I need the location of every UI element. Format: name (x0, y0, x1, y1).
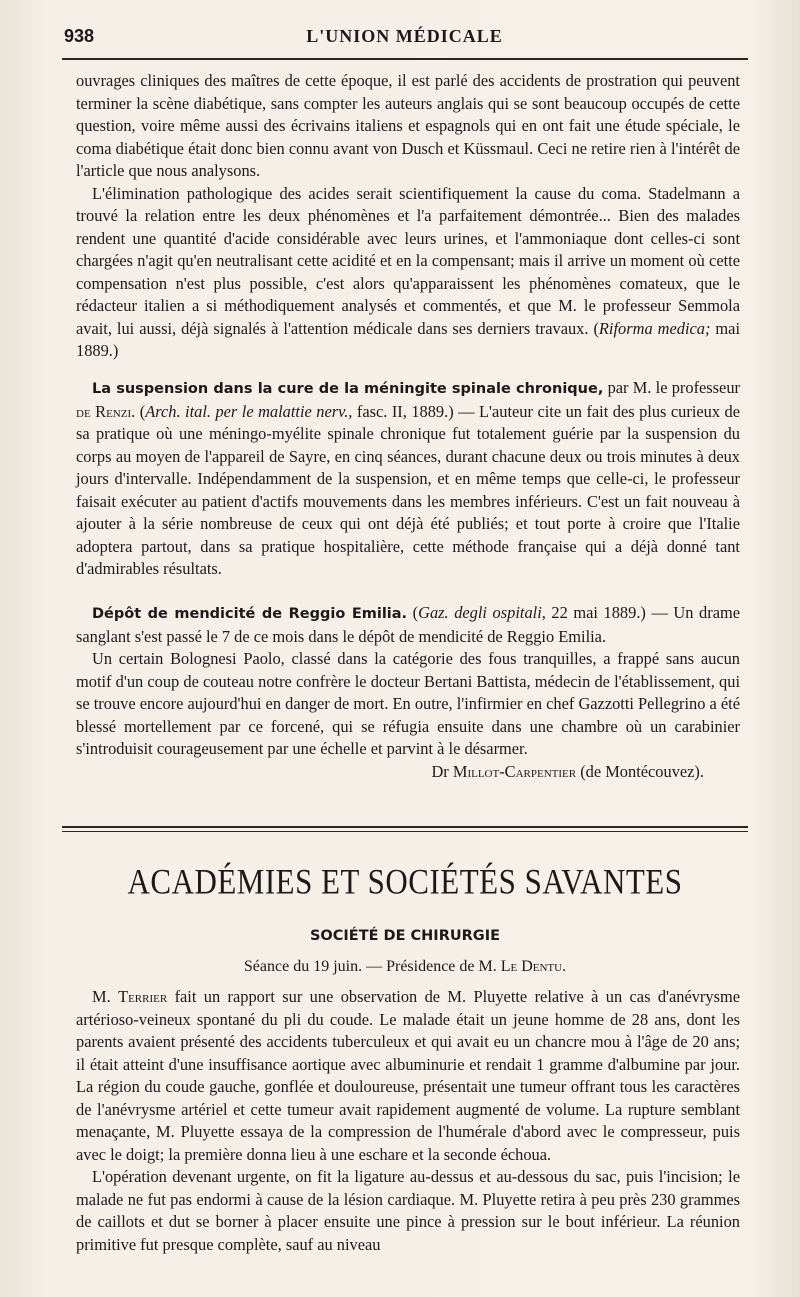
paragraph: La suspension dans la cure de la méningite spinale chronique, par M. le professeur de Renzi. (Arch. ital. per le malattie nerv., fasc. II, 1889.) — L'auteur cite un fait des plus curieux de sa pratique où une méningo-myélite spinale chronique fut totalement guérie par la suspension du corps au moyen de l'appareil de Sayre, en cinq séances, durant chacune deux ou trois minutes à deux jours d'intervalle. Indépendamment de la suspension, et en même temps que celle-ci, le professeur faisait exécuter au patient d'actifs mouvements dans les membres inférieurs. C'est un fait nouveau à ajouter à la série nombreuse de ceux qui ont déjà été publiés; et tout porte à croire que l'Italie adoptera partout, dans sa pratique hospitalière, cette méthode française qui a déjà donné tant d'admirables résultats. (76, 378, 741, 578)
section-title: ACADÉMIES ET SOCIÉTÉS SAVANTES (127, 861, 683, 902)
session-line: Séance du 19 juin. — Présidence de M. Le Dentu. (243, 958, 567, 975)
text-block-surgery-report (76, 986, 740, 1256)
signature: Dr Millot-Carpentier (de Montécouvez). (431, 761, 704, 781)
paragraph: L'opération devenant urgente, on fit la ligature au-dessus et au-dessous du sac, puis l'incision; le malade ne fut pas endormi à cause de la lésion cardiaque. M. Pluyette retira à peu près 230 grammes de caillots et dut se borner à placer ensuite une pince à pression sur le bout inférieur. La réunion primitive fut presque complète, sauf au niveau (76, 1167, 740, 1254)
text-block-diabetic-coma (76, 70, 740, 363)
paragraph: Un certain Bolognesi Paolo, classé dans la catégorie des fous tranquilles, a frappé sans aucun motif d'un coup de couteau notre confrère le docteur Bertani Battista, médecin de l'établissement, qui se trouve encore aujourd'hui en danger de mort. En outre, l'infirmier en chef Gazzotti Pellegrino a été blessé mortellement par ce forcené, qui se réfugia ensuite dans une chambre où un carabinier s'introduisit courageusement par une échelle et parvint à le désarmer. (76, 649, 741, 758)
president-name: Le Dentu. (500, 958, 567, 975)
text-block-reggio-emilia (76, 602, 740, 783)
reporter-name: Terrier (118, 987, 168, 1006)
section-rule (62, 826, 748, 828)
page-header (62, 22, 747, 50)
paragraph: ouvrages cliniques des maîtres de cette époque, il est parlé des accidents de prostration qui peuvent terminer la scène diabétique, sans compter les auteurs anglais qui se sont beaucoup occupés de cette question, voire même aussi des écrivains italiens et espagnols qui en ont fait une étude spéciale, le coma diabétique était donc bien connu avant von Dusch et Küssmaul. Ceci ne retire rien à l'intérêt de l'article que nous analysons. (76, 71, 740, 180)
journal-citation: Gaz. degli ospitali, (418, 603, 546, 622)
running-title: L'UNION MÉDICALE (306, 26, 503, 46)
page-number: 938 (64, 26, 95, 46)
section-rule-thin (62, 831, 748, 832)
article-title: La suspension dans la cure de la méningite spinale chronique, (92, 381, 604, 397)
journal-citation: Riforma medica; (598, 318, 711, 338)
article-title: Dépôt de mendicité de Reggio Emilia. (92, 606, 408, 622)
signature-name: Millot-Carpentier (452, 761, 577, 781)
society-title: SOCIÉTÉ DE CHIRURGIE (309, 928, 501, 944)
paragraph: Dépôt de mendicité de Reggio Emilia. (Gaz. degli ospitali, 22 mai 1889.) — Un drame sanglant s'est passé le 7 de ce mois dans le dépôt de mendicité de Reggio Emilia. (76, 603, 740, 646)
author-name: de Renzi. (76, 401, 136, 421)
paragraph: M. Terrier fait un rapport sur une observation de M. Pluyette relative à un cas d'anévrysme artérioso-veineux spontané du pli du coude. Le malade était un jeune homme de 28 ans, dont les parents avaient présenté des accidents tuberculeux et qui avait eu un chancre mou à l'âge de 20 ans; il était atteint d'une insuffisance aortique avec albuminurie et rendait 1 gramme d'albumine par jour. La région du coude gauche, gonflée et douloureuse, présentait une tumeur offrant tous les caractères de l'anévrysme artériel et cette tumeur avait rapidement augmenté de volume. La rupture semblant menaçante, M. Pluyette essaya de la compression de l'humérale d'abord avec le compresseur, puis avec le doigt; la première donna lieu à une eschare et la seconde échoua. (76, 987, 740, 1164)
journal-citation: Arch. ital. per le malattie nerv., (145, 401, 353, 421)
header-rule (62, 58, 748, 60)
paragraph: L'élimination pathologique des acides serait scientifiquement la cause du coma. Stadelmann a trouvé la relation entre les deux phénomènes et l'a parfaitement démontrée... Bien des malades rendent une quantité d'acide considérable avec leurs urines, et l'ammoniaque dont celles-ci sont chargées n'agit qu'en neutralisant cette acidité et en la compensant; mais il arrive un moment où cette compensation n'est plus possible, c'est alors qu'apparaissent les phénomènes comateux, que le rédacteur italien a si méthodiquement analysés et commentés, et que M. le professeur Semmola avait, lui aussi, déjà signalés à l'attention médicale dans ses derniers travaux. (Riforma medica; mai 1889.) (76, 183, 741, 360)
text-block-suspension (76, 377, 740, 581)
